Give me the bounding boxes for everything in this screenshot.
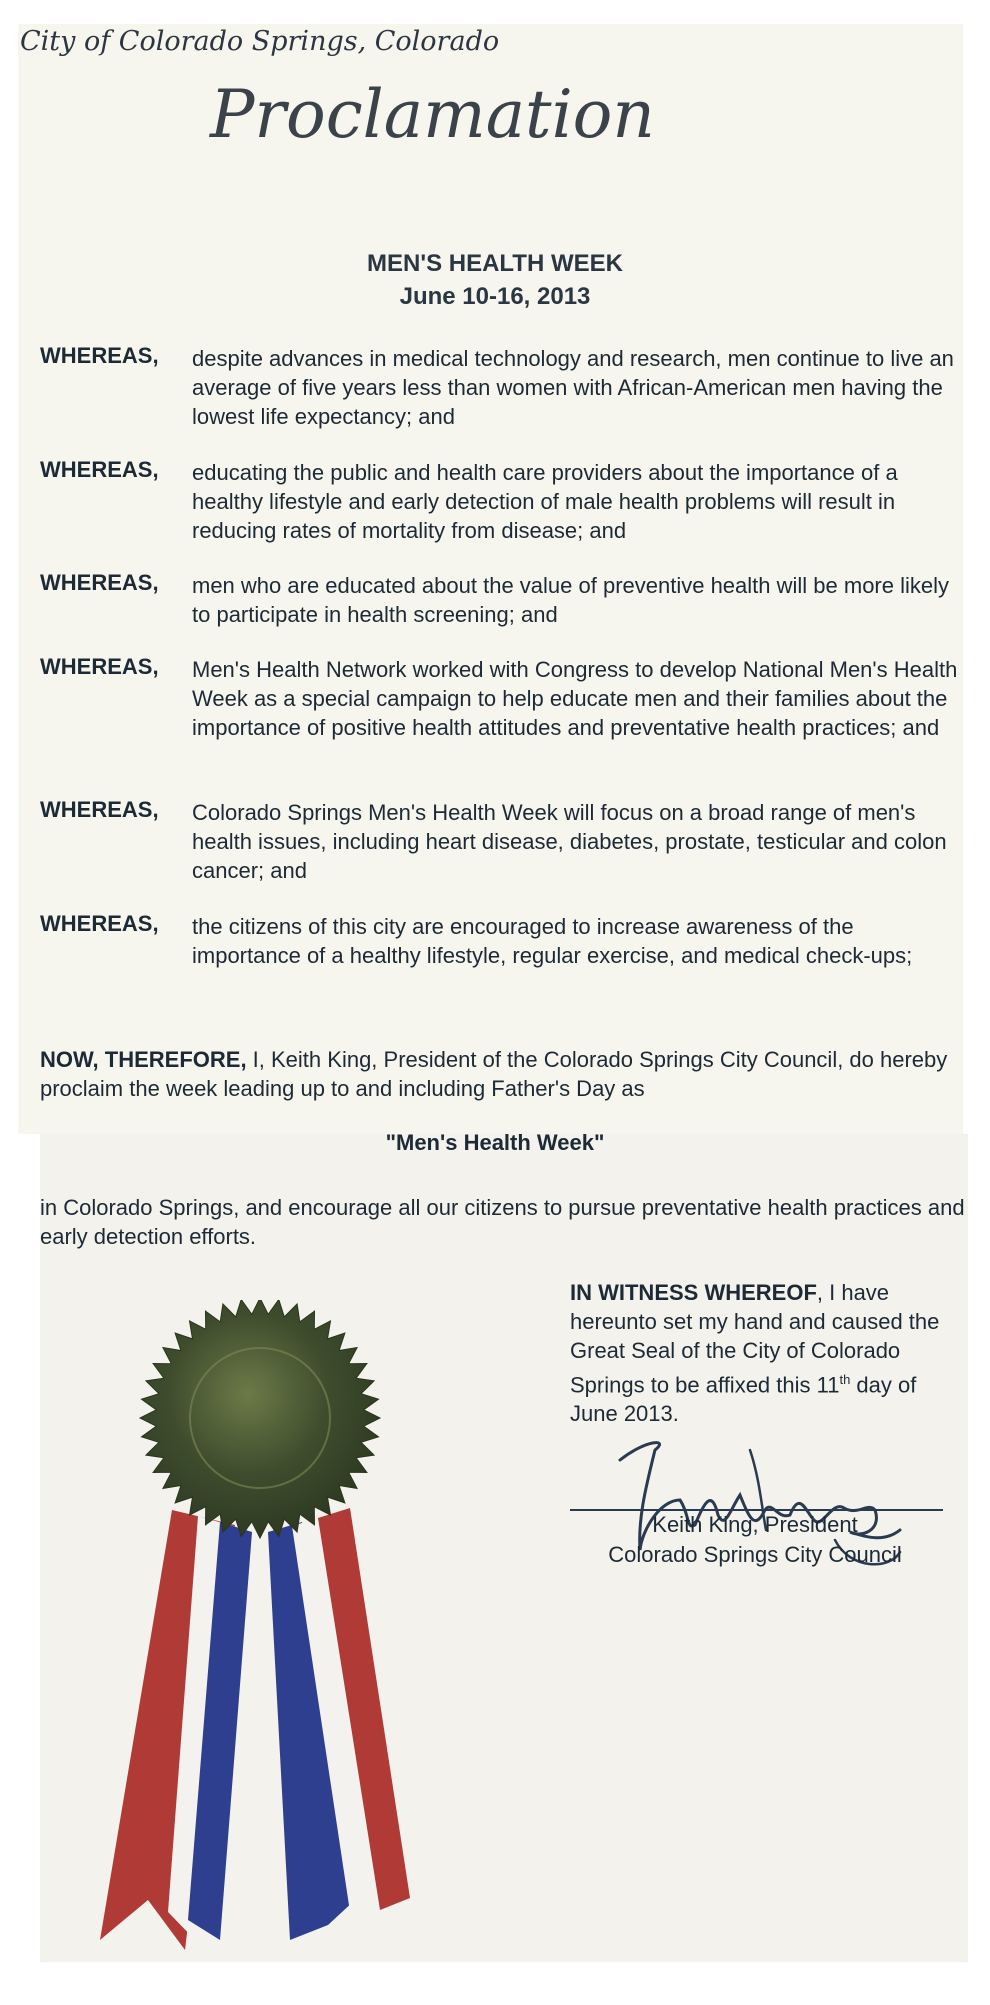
whereas-text: educating the public and health care providers about the importance of a healthy lifestyle and early detection of male health problems will result in reducing rates of mortality from disease; and [192, 460, 898, 543]
whereas-text: despite advances in medical technology and research, men continue to live an average of five years less than women with African-American men having the lowest life expectancy; and [192, 346, 954, 429]
signer-name: Keith King, President [652, 1512, 858, 1537]
signature-line [570, 1509, 943, 1511]
city-name: City of Colorado Springs, Colorado [20, 26, 500, 57]
witness-text: , I have hereunto set my hand and caused the Great Seal of the City of Colorado Springs to be affixed this 11 [570, 1280, 940, 1398]
witness-label: IN WITNESS WHEREOF [570, 1280, 817, 1305]
proclaimed-week: "Men's Health Week" [385, 1130, 605, 1155]
proclamation-heading: MEN'S HEALTH WEEK [367, 250, 623, 277]
city-seal-ribbon-icon [80, 1300, 440, 1960]
closing-text: in Colorado Springs, and encourage all our citizens to pursue preventative health practices and early detection efforts. [40, 1195, 965, 1249]
document-title: Proclamation [210, 76, 655, 153]
signer-title: Colorado Springs City Council [608, 1542, 902, 1567]
witness-date: day of June 2013. [570, 1372, 917, 1427]
ribbon-tail-left [100, 1510, 252, 1950]
witness-clause [570, 1278, 970, 1428]
witness-ordinal: th [839, 1372, 851, 1387]
whereas-text: Colorado Springs Men's Health Week will focus on a broad range of men's health issues, including heart disease, diabetes, prostate, testicular and colon cancer; and [192, 800, 947, 883]
whereas-label: WHEREAS, [40, 654, 159, 679]
whereas-label: WHEREAS, [40, 797, 159, 822]
proclamation-dates: June 10-16, 2013 [399, 283, 591, 310]
now-therefore-text: I, Keith King, President of the Colorado Springs City Council, do hereby proclaim the week leading up to and including Father's Day as [40, 1047, 948, 1101]
whereas-text: the citizens of this city are encouraged to increase awareness of the importance of a healthy lifestyle, regular exercise, and medical check-ups; [192, 914, 913, 968]
whereas-label: WHEREAS, [40, 457, 159, 482]
now-therefore-clause [40, 1045, 970, 1103]
whereas-label: WHEREAS, [40, 570, 159, 595]
whereas-text: men who are educated about the value of preventive health will be more likely to participate in health screening; and [192, 573, 950, 627]
gold-seal [140, 1300, 380, 1538]
now-therefore-label: NOW, THEREFORE, [40, 1047, 247, 1072]
whereas-label: WHEREAS, [40, 911, 159, 936]
whereas-label: WHEREAS, [40, 343, 159, 368]
ribbon-tail-right [268, 1508, 410, 1940]
whereas-text: Men's Health Network worked with Congress to develop National Men's Health Week as a special campaign to help educate men and their families about the importance of positive health attitudes and preventative health practices; and [192, 657, 958, 740]
